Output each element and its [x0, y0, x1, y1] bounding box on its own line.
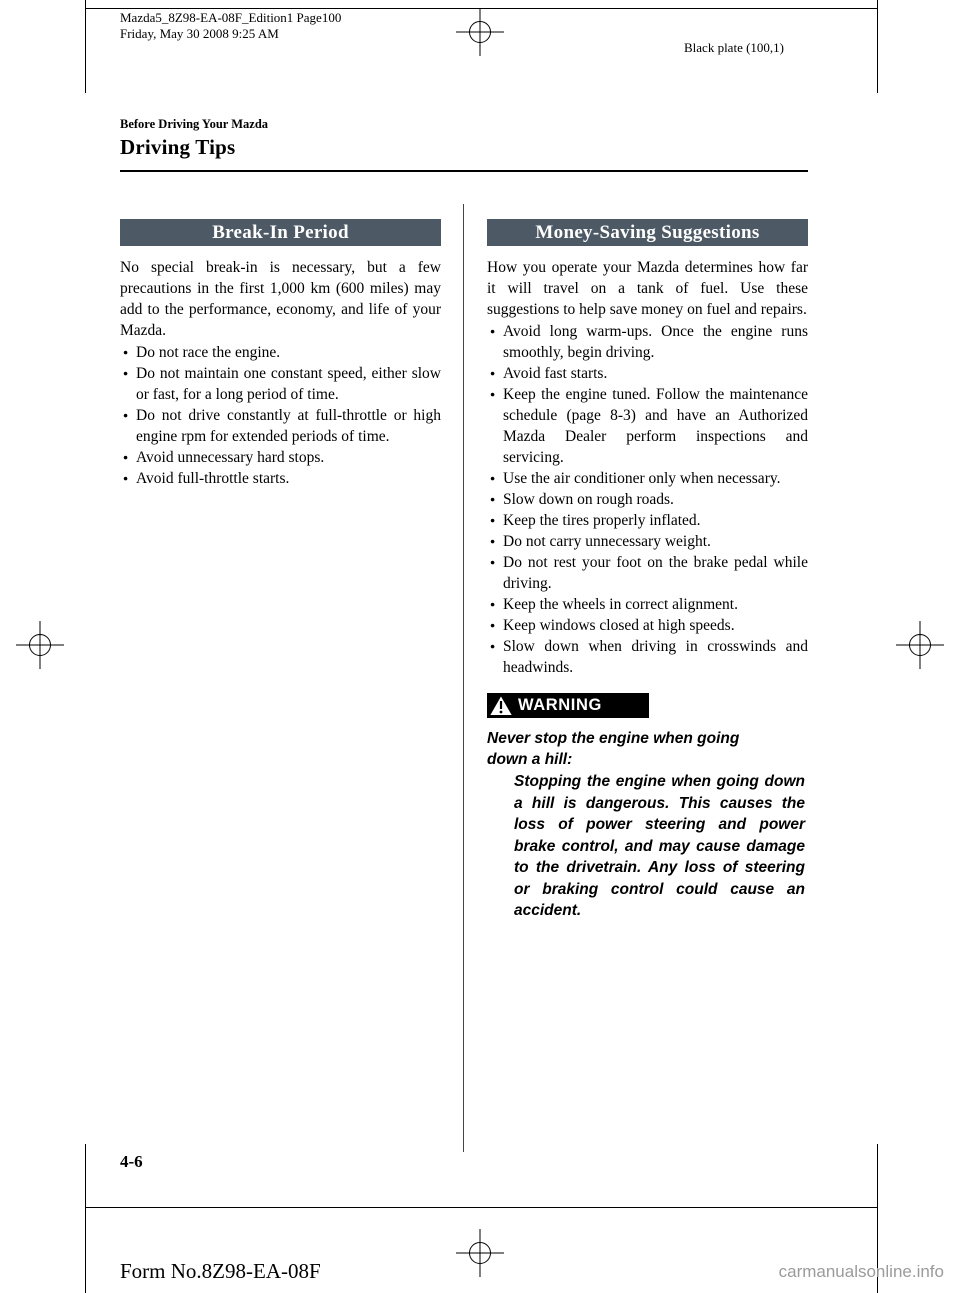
right-intro-paragraph: How you operate your Mazda determines how far it will travel on a tank of fuel. Use these suggestions to help save money on fuel and repairs. [487, 259, 808, 318]
watermark: carmanualsonline.info [778, 1262, 944, 1281]
bullet-item: ● Slow down when driving in crosswinds and headwinds. [503, 636, 808, 678]
bullet-item: ● Use the air conditioner only when necessary. [503, 468, 808, 489]
warning-lead-text: Never stop the engine when going down a hill: [487, 730, 740, 768]
bullet-item: ● Keep the tires properly inflated. [503, 510, 808, 531]
section-label: Before Driving Your Mazda [120, 117, 269, 131]
bullet-item: ● Do not race the engine. [136, 342, 441, 363]
bullet-item: ● Avoid full-throttle starts. [136, 468, 441, 489]
title-rule [120, 170, 808, 172]
right-column [487, 219, 808, 922]
left-column-heading: Break-In Period [120, 219, 441, 246]
right-column-heading: Money-Saving Suggestions [487, 219, 808, 246]
bullet-item: ● Avoid fast starts. [503, 363, 808, 384]
page-title: Driving Tips [120, 135, 236, 159]
column-divider [463, 204, 464, 1152]
bullet-item: ● Do not drive constantly at full-throttle or high engine rpm for extended periods of time. [136, 405, 441, 447]
print-header-left [120, 10, 341, 42]
trim-tick-top-right [877, 0, 878, 93]
registration-mark-left-icon [16, 621, 64, 669]
bullet-item: ● Keep windows closed at high speeds. [503, 615, 808, 636]
bullet-item: ● Do not rest your foot on the brake pedal while driving. [503, 552, 808, 594]
registration-mark-top-icon [456, 8, 504, 56]
bullet-item: ● Avoid unnecessary hard stops. [136, 447, 441, 468]
left-bullet-list [120, 342, 441, 489]
left-intro-paragraph: No special break-in is necessary, but a few precautions in the first 1,000 km (600 miles) may add to the performance, economy, and life of your Mazda. [120, 259, 441, 339]
right-bullet-list [487, 321, 808, 678]
print-date: Friday, May 30 2008 9:25 AM [120, 26, 279, 41]
registration-mark-bottom-icon [456, 1229, 504, 1277]
bullet-item: ● Do not maintain one constant speed, either slow or fast, for a long period of time. [136, 363, 441, 405]
left-column [120, 219, 441, 489]
form-number: Form No.8Z98-EA-08F [120, 1259, 321, 1283]
trim-tick-top-left [85, 0, 86, 93]
bullet-item: ● Avoid long warm-ups. Once the engine runs smoothly, begin driving. [503, 321, 808, 363]
print-plate-note: Black plate (100,1) [684, 40, 784, 55]
warning-triangle-icon [489, 695, 513, 716]
page-number: 4-6 [120, 1152, 143, 1171]
bullet-item: ● Do not carry unnecessary weight. [503, 531, 808, 552]
trim-line-bottom [85, 1207, 878, 1208]
bullet-item: ● Slow down on rough roads. [503, 489, 808, 510]
bullet-item: ● Keep the engine tuned. Follow the maintenance schedule (page 8-3) and have an Authorized Mazda Dealer perform inspections and servicing. [503, 384, 808, 468]
warning-label: WARNING [518, 696, 602, 714]
warning-body-text: Stopping the engine when going down a hill is dangerous. This causes the loss of power steering and power brake control, and may cause damage to the drivetrain. Any loss of steering or braking control could cause an accident. [514, 773, 805, 919]
trim-tick-bottom-left [85, 1144, 86, 1293]
warning-banner [487, 693, 649, 718]
registration-mark-right-icon [896, 621, 944, 669]
print-file-name: Mazda5_8Z98-EA-08F_Edition1 Page100 [120, 10, 342, 25]
bullet-item: ● Keep the wheels in correct alignment. [503, 594, 808, 615]
